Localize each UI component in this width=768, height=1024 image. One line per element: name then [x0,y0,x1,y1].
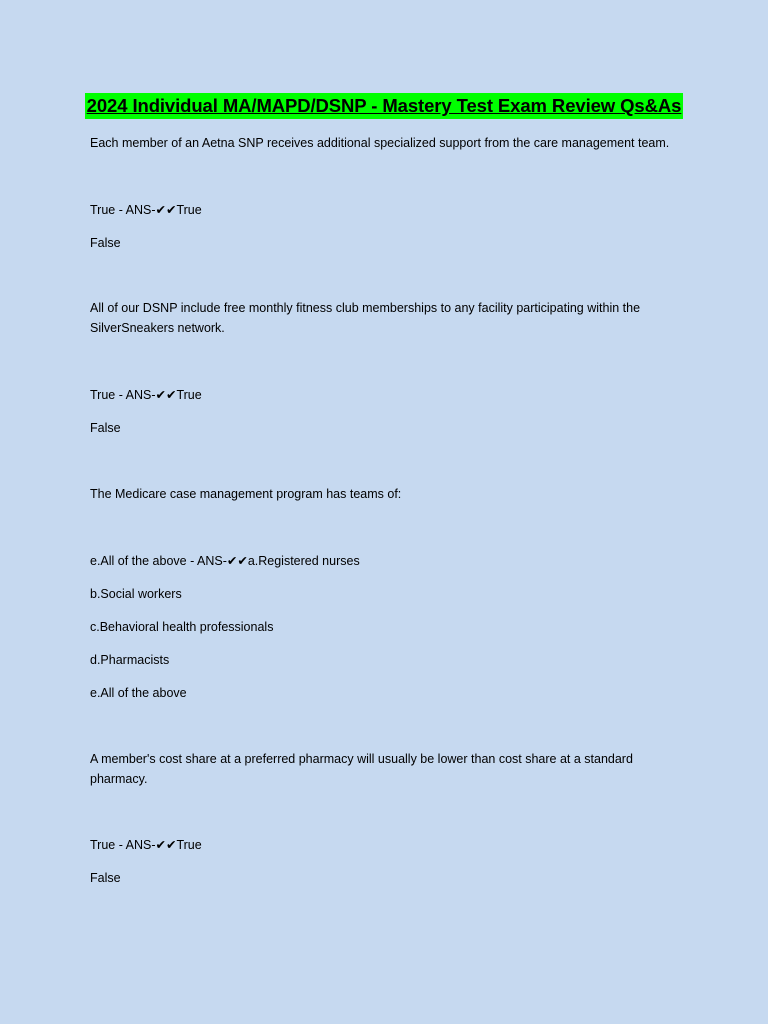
question-1-option-1: True - ANS-✔✔True [90,203,202,217]
question-4-prompt: A member's cost share at a preferred pharmacy will usually be lower than cost share at a standard pharmacy. [90,752,633,786]
question-2-option-2: False [90,421,121,435]
question-4-option-1: True - ANS-✔✔True [90,838,202,852]
question-3-option-4: d.Pharmacists [90,653,170,667]
document-title: 2024 Individual MA/MAPD/DSNP - Mastery Test Exam Review Qs&As [85,93,684,119]
question-4-option-2: False [90,871,121,885]
question-3-option-3: c.Behavioral health professionals [90,620,274,634]
question-3-prompt: The Medicare case management program has teams of: [90,487,402,501]
question-2-prompt: All of our DSNP include free monthly fitness club memberships to any facility participating within the SilverSneakers network. [90,301,641,335]
question-3-option-5: e.All of the above [90,686,187,700]
question-2-option-1: True - ANS-✔✔True [90,388,202,402]
question-3-option-1: e.All of the above - ANS-✔✔a.Registered nurses [90,554,360,568]
title-container [0,93,768,119]
question-1-prompt: Each member of an Aetna SNP receives additional specialized support from the care management team. [90,136,670,150]
question-3-option-2: b.Social workers [90,587,182,601]
question-1-option-2: False [90,236,121,250]
